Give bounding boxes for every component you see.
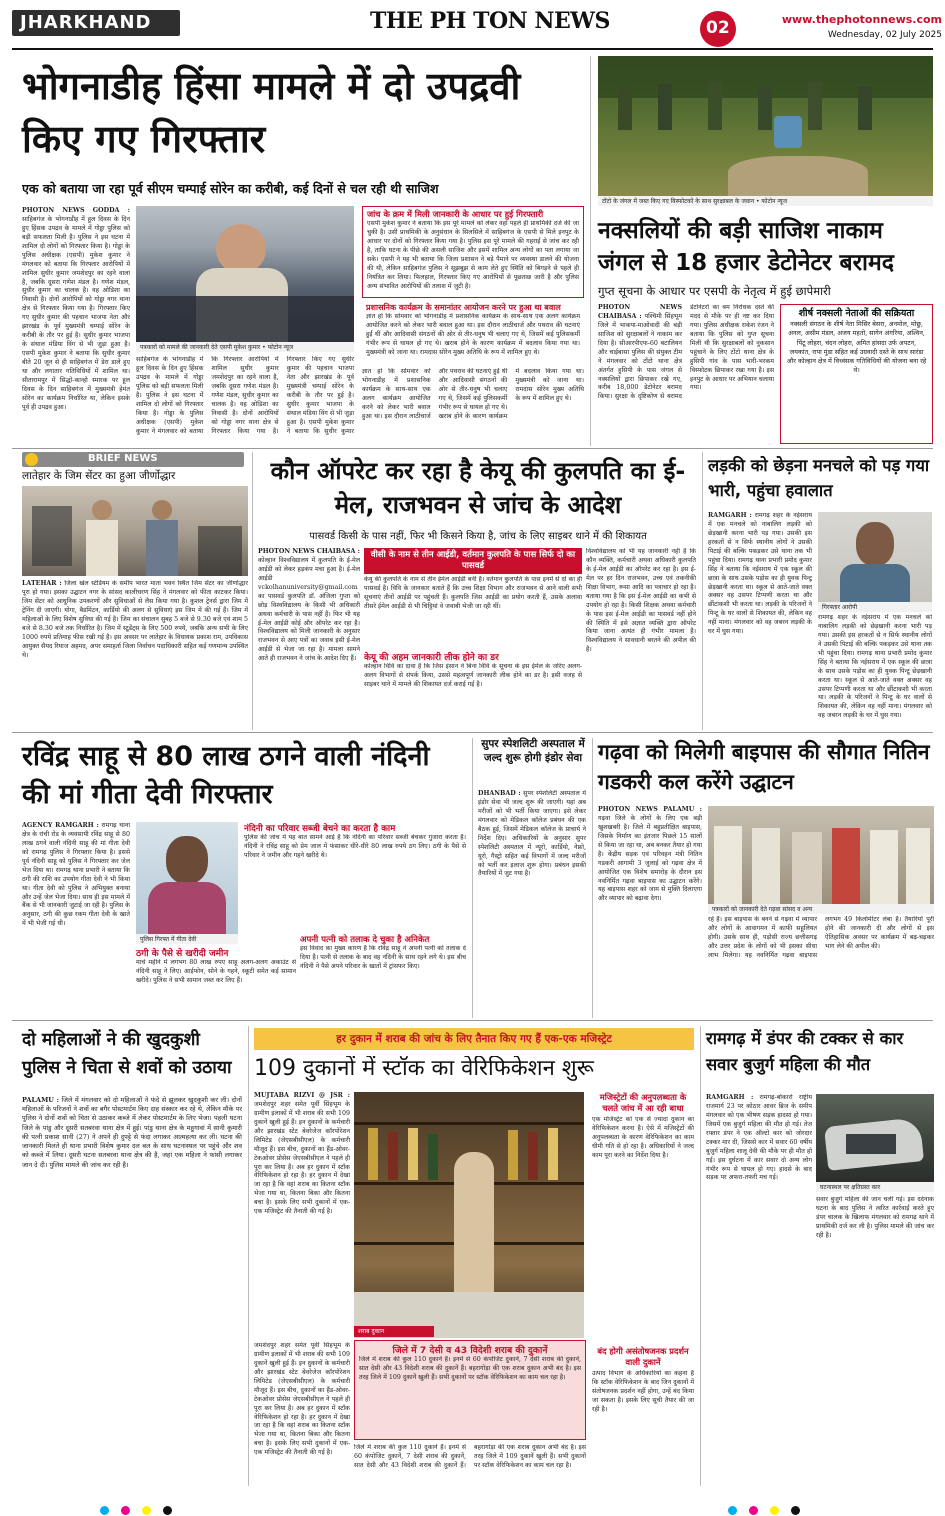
story4-photo [818,512,932,602]
story2-photo [598,56,933,196]
story1-box-title: जांच के क्रम में मिली जानकारी के आधार पर हुई गिरफ्तारी [367,209,544,219]
registration-dot-yellow [770,1506,779,1515]
story5-box2-body: मार्च महीने में लगभग 80 लाख रुपए साहू अलग-अलग अकाउंट से नंदिनी साहू ने लिए। आईफोन, सोने के गहने, स्कूटी समेत कई सामान खरीदे। पुलिस ने सभी सामान जब्त कर लिए हैं। [136,959,296,984]
story5-box [244,822,466,932]
story9-red-box-title: जिले में 7 देसी व 43 विदेशी शराब की दुकानें [392,1345,548,1356]
story1-photo-caption: पत्रकारों को मामले की जानकारी देते एसपी मुकेश कुमार • फोटोन न्यूज [136,342,354,352]
story3-headline: कौन ऑपरेट कर रहा है केयू की कुलपति का ई-मेल, राजभवन से जांच के आदेश [270,457,686,520]
divider-v5 [592,738,593,1018]
story1-box2 [362,300,584,366]
story5-headline: रविंद्र साहू से 80 लाख ठगने वाली नंदिनी की मां गीता देवी गिरफ्तार [22,741,430,810]
story2-box-title: शीर्ष नक्सली नेताओं की सक्रियता [798,308,915,319]
story7-photo-caption: पत्रकारों को जानकारी देते गढ़वा सांसद व अन्य [708,904,934,914]
story5-body: AGENCY RAMGARH : रामगढ़ थाना क्षेत्र के रांची रोड के व्यवसायी रविंद्र साहू से 80 लाख ठगने वाली नंदिनी साहू की मां गीता देवी को रामगढ़ पुलिस ने गिरफ्तार किया है। इससे पूर्व नंदिनी साहू को पुलिस ने गिरफ्तार कर जेल भेज दिया था। रामगढ़ थाना प्रभारी ने बताया कि ठगी की राशि का उपयोग गीता देवी ने भी किया था। गीता देवी को पुलिस ने अभियुक्त बनाया और उन्हें जेल भेजा दिया। साथ ही इस मामले में बैंक से भी जानकारी जुटाई जा रही है। पुलिस के अनुसार, ठगी की कुछ रकम गीता देवी के खाते में भी भेजी गई थी। [22,822,130,928]
section-label-text: JHARKHAND [20,12,152,33]
story4-body: RAMGARH : रामगढ़ शहर के नईसराय में एक मनचले को नाबालिग लड़की को छेड़खानी करना भारी पड़ गया। उसकी इस हरकतों से न सिर्फ स्थानीय लोगों ने उसकी पिटाई की बल्कि पकड़कर उसे थाना तक भी पहुंचा दिया। रामगढ़ थाना प्रभारी प्रमोद कुमार सिंह ने बताया कि नईसराय में एक स्कूल की छात्रा के साथ उसके पड़ोस का ही युवक पिन्टू छेड़खानी करता था। स्कूल से आते-जाते वक्त अक्सर वह उसपर टिप्पणी करता था और छींटाकशी भी करता था। लड़की के परिजनों ने पिन्टू के घर वालों से शिकायत की, लेकिन वह नहीं माना। मंगलवार को वह जबरन लड़की के घर में घुस गया। [708,512,812,636]
story10-headline: रामगढ़ में डंपर की टक्कर से कार सवार बुजुर्ग महिला की मौत [706,1029,904,1075]
page-number-badge [700,11,736,47]
story10-dateline: RAMGARH : [706,1094,754,1101]
story10-body: RAMGARH : रामगढ़-बोकारो राष्ट्रीय राजमार्ग 23 पर कोठार आवर ब्रिज के समीप मंगलवार को एक भीषण सड़क हादसा हो गया। जिसमें एक बुजुर्ग महिला की मौत हो गई। तेज रफ्तार डंपर ने एक ऑल्टो कार को जोरदार टक्कर मार दी, जिससे कार में सवार 60 वर्षीय बुजुर्ग महिला शालू देवी की मौके पर ही मौत हो गई। इस दुर्घटना में कार सवार दो अन्य लोग गंभीर रूप से घायल हो गए। हादसे के बाद सड़क पर अफरा-तफरी मच गई। [706,1094,812,1182]
story2-dateline: PHOTON NEWS CHAIBASA : [598,304,682,320]
story9-banner-text: हर दुकान में शराब की जांच के लिए तैनात किए गए हैं एक-एक मजिस्ट्रेट [336,1033,612,1045]
story7-headline: गढ़वा को मिलेगी बाइपास की सौगात नितिन गडकरी कल करेंगे उद्घाटन [598,740,930,794]
brief-news-body: LATEHAR : जिला खेल स्टेडियम के समीप भारत माता भवन स्थित जिम सेंटर का जीर्णोद्धार पूरा हो गया। इसका उद्घाटन नगर के सांसद कालीचरण सिंह ने मंगलवार को फीता काटकर किया। जिम सेंटर को आधुनिक उपकरणों और सुविधाओं से लैस किया गया है। कुशल ट्रेनर्स द्वारा जिम में ट्रेनिंग दी जाएगी। योगा, बैडमिंटन, कार्डियो की अलग से सुविधाएं इस जिम में की गई हैं। जिम में महिलाओं के लिए विशेष सुविधा की गई है। जिम का संचालन सुबह 5 बजे से 9.30 बजे एवं शाम 5 बजे से 8.30 बजे तक निर्धारित है। जिम में स्टूडेंट्स के लिए 500 रुपये, जबकि अन्य सभी के लिए 1000 रुपये प्रतिमाह फीस रखी गई है। इस अवसर पर लातेहार के विधायक प्रकाश राम, उपविकास आयुक्त सैयद रियाज अहमद, अपर समाहर्ता जिला निर्वाचन पदाधिकारी सहित कई गणमान्य उपस्थित थे। [22,580,248,659]
page-number: 02 [706,18,730,38]
story1-body-cont: साहिबगंज के भोगनाडीह में हूल दिवस के दिन हुए हिंसक उपद्रव के मामले में गोड्डा पुलिस को बड़ी सफलता मिली है। पुलिस ने इस घटना में शामिल दो लोगों को गिरफ्तार किया है। गोड्डा के पुलिस अधीक्षक (एसपी) मुकेश कुमार ने मंगलवार को बताया कि गिरफ्तार आरोपियों में शामिल सुधीर कुमार जमशेदपुर का रहने वाला है, जबकि दूसरा गणेश मंडल है। गणेश मंडल, सुधीर कुमार का चालक है। वह ओडिशा का निवासी है। दोनों आरोपियों को गोड्डा नगर थाना क्षेत्र से गिरफ्तार किया गया है। गिरफ्तार किए गए सुधीर कुमार की पहचान भाजपा नेता और झारखंड के पूर्व मुख्यमंत्री चम्पाई सोरेन के करीबी के तौर पर हुई है। सुधीर कुमार भाजपा के संथाल मंडिया विंग से भी जुड़ा हुआ है। एसपी मुकेश कुमार ने बताया कि सुधीर कुमार [136,356,354,435]
story8-headline: दो महिलाओं ने की खुदकुशी पुलिस ने चिता से शवों को उठाया [22,1030,232,1078]
story5-box-body: पुलिस की जांच में यह बात सामने आई है कि नंदिनी का परिवार सब्जी बेचकर गुजारा करता है। नंदिनी ने रविंद्र साहू को प्रेम जाल में फंसाकर धीरे-धीरे 80 लाख रुपये ठग लिए। ठगी के पैसे से परिवार ने जमीन और गहने खरीदे थे। [244,834,466,859]
story4-dateline: RAMGARH : [708,512,752,519]
section-label [12,10,180,36]
story3-box2-body: कोल्हान विवि का दावा है कि जिस इंसान ने बिना विवि के सूचना के इस ईमेल के जरिए अलग-अलग विभागों से संपर्क किया, उससे महत्वपूर्ण जानकारी लीक होने का डर है। इसी वजह से साइबर थाने में मामले की शिकायत दर्ज कराई गई है। [364,663,582,688]
story9-box [592,1092,694,1242]
story5-photo-caption: पुलिस गिरफ्त में गीता देवी [136,934,238,944]
story9-headline: 109 दुकानों में स्टॉक का वेरिफिकेशन शुरू [254,1056,594,1081]
story3-dateline: PHOTON NEWS CHAIBASA : [258,548,360,555]
website[interactable]: www.thephotonnews.com [781,13,942,26]
story1-body-text: साहिबगंज के भोगनाडीह में हूल दिवस के दिन हुए हिंसक उपद्रव के मामले में गोड्डा पुलिस को बड़ी सफलता मिली है। पुलिस ने इस घटना में शामिल दो लोगों को गिरफ्तार किया है। गोड्डा के पुलिस अधीक्षक (एसपी) मुकेश कुमार ने मंगलवार को बताया कि गिरफ्तार आरोपियों में शामिल सुधीर कुमार जमशेदपुर का रहने वाला है, जबकि दूसरा गणेश मंडल है। गणेश मंडल, सुधीर कुमार का चालक है। वह ओडिशा का निवासी है। दोनों आरोपियों को गोड्डा नगर थाना क्षेत्र से गिरफ्तार किया गया है। गिरफ्तार किए गए सुधीर कुमार की पहचान भाजपा नेता और झारखंड के पूर्व मुख्यमंत्री चम्पाई सोरेन के करीबी के तौर पर हुई है। सुधीर कुमार भाजपा के संथाल मंडिया विंग से भी जुड़ा हुआ है। एसपी मुकेश कुमार ने बताया कि सुधीर कुमार बीते 20 जून से ही साहिबगंज में डेरा डाले हुए था और लगातार गतिविधियों में शामिल था। सीतारामपुर में सिद्धो-कान्हो स्मारक पर हूल दिवस के दिन साहिबगंज में मुख्यमंत्री हेमंत सोरेन का कार्यक्रम निर्धारित था, लेकिन इसके पूर्व ही उपद्रव हुआ। [22,215,130,411]
story9-box-title: मजिस्ट्रेटों की अनुपलब्धता के चलते जांच में आ रही बाधा [599,1092,687,1114]
divider-h2 [12,732,933,733]
story1-body [22,207,130,443]
story2-box-body: नक्सली संगठन के शीर्ष नेता मिसिर बेसरा, अनमोल, मोछु, अनल, असीम मंडल, अजय महतो, सागेन अंगरिया, अश्विन, पिंटू लोहरा, चंदन लोहरा, अमित हांसदा उर्फ अपटन, जयकांत, रापा मुंडा सहित कई उग्रवादी दस्ते के साथ सारंडा और कोल्हान क्षेत्र में विध्वंसक गतिविधियों की योजना बना रहे थे। [786,320,927,374]
story8-dateline: PALAMU : [22,1096,60,1104]
story1-box2-cont: ज्ञात हो कि सोमवार को भोगनाडीह में प्रशासनिक कार्यक्रम के साथ-साथ एक अलग कार्यक्रम आयोजित करने को लेकर भारी बवाल हुआ था। इस दौरान लाठीचार्ज और पथराव की घटनाएं हुईं थीं और आदिवासी संगठनों की ओर से तीर-धनुष भी चलाए गए थे, जिसमें कई पुलिसकर्मी गंभीर रूप से घायल हो गए थे। खराब होने के कारण कार्यक्रम में बदलाव किया गया था। मुख्यमंत्री को जाना था। रामदास सोरेन मुख्य अतिथि के रूप में शामिल हुए थे। [362,368,584,420]
story2-photo-caption: टोंटो के जंगल में जब्त किए गए विस्फोटकों के साथ सुरक्षाबल के जवान • फोटोन न्यूज [598,196,933,206]
story7-body2: रहे हैं। इस बाइपास के बनने से गढ़वा में व्यापार और लोगों के आवागमन में काफी सहूलियत होगी। उसके साथ ही, पड़ोसी राज्य छत्तीसगढ़ और उत्तर प्रदेश के लोगों को भी इसका सीधा लाभ मिलेगा। यह नवनिर्मित गढ़वा बाइपास लगभग 49 किलोमीटर लंबा है। तैयारियों पूरी होने की जानकारी दी और लोगों से इस ऐतिहासिक अवसर पर कार्यक्रम में बढ़-चढ़कर भाग लेने की अपील की। [708,916,934,959]
story3-subhead: पासवर्ड किसी के पास नहीं, फिर भी किसने किया है, जांच के लिए साइबर थाने में की शिकायत [309,531,647,542]
story5-box3-title: अपनी पत्नी को तलाक दे चुका है अनिकेत [300,935,430,945]
issue-date: Wednesday, 02 July 2025 [827,30,942,40]
story10-body2: सवार बुजुर्ग महिला की जान चली गई। इस दर्दनाक घटना के बाद पुलिस ने त्वरित कार्रवाई करते हुए डंपर चालक के खिलाफ मंगलवार को रामगढ़ थाने में प्राथमिकी दर्ज कर ली है। पुलिस मामले की जांच कर रही है। [816,1196,934,1239]
divider-v3 [702,452,703,730]
story1-photo [136,206,354,342]
registration-dot-black [163,1506,172,1515]
divider-v2 [252,452,253,730]
brief-news-label: BRIEF NEWS [88,453,158,464]
story3-box-body: केयू की कुलपति के नाम से तीन ईमेल आईडी बनी है। वर्तमान कुलपति के पास इनमें से दो का ही पासवर्ड है। विवि के जानकार बताते हैं कि उच्च शिक्षा विभाग और राजभवन से आने वाली सभी सूचनाएं तीनों आईडी पर पहुंचती हैं। कुलपति जिस आईडी का प्रयोग करती हैं, उसके अलावा तीसरे ईमेल आईडी से भी चिट्ठियां वे जवाबी भेजी जा रही थीं। [364,576,582,610]
story5-box2 [136,946,296,1014]
story9-body: MUJTABA RIZVI @ JSR : जमशेदपुर शहर समेत पूर्वी सिंहभूम के ग्रामीण इलाकों में भी शराब की सभी 109 दुकानें खुली हुई हैं। इन दुकानों के कर्मचारी और झारखंड स्टेट बेवरेजेज कॉरपोरेशन लिमिटेड (जेएसबीसीएल) के कर्मचारी मौजूद हैं। इस बीच, दुकानों का हैंड-ओवर-टेकओवर प्रोसेस जेएसबीसीएल ने पहले ही पूरा कर लिया है। अब हर दुकान में स्टॉक वेरिफिकेशन हो रहा है। हर दुकान में देखा जा रहा है कि वहां शराब का कितना स्टॉक भेजा गया था, कितना बिका और कितना बचा है। इसके लिए सभी दुकानों में एक-एक मजिस्ट्रेट की तैनाती की गई है। [254,1092,350,1216]
registration-dot-yellow [142,1506,151,1515]
print-registration-dots-left [100,1500,220,1512]
story9-dateline: MUJTABA RIZVI @ JSR : [254,1092,350,1099]
story1-dateline: PHOTON NEWS GODDA : [22,207,130,214]
story7-photo [708,806,934,904]
story3-body2: विश्वविद्यालय को भी यह जानकारी नहीं है कि कौन व्यक्ति, कर्मचारी अथवा अधिकारी कुलपति के ई-मेल आईडी का ऑपरेट कर रहा है। इस ई-मेल पर हर दिन राजभवन, उच्च एवं तकनीकी शिक्षा विभाग, रूसा आदि का पत्राचार हो रहा है। बताया गया है कि इस ई-मेल आईडी का कभी से उपयोग हो रहा है। किसी शिक्षक अथवा कर्मचारी के पास इस ई-मेल आईडी का पासवर्ड नहीं होने की स्थिति में इसे अज्ञात व्यक्ति द्वारा ऑपरेट किया जाना अत्यंत ही गंभीर मामला है। विश्वविद्यालय ने सावधानी बरतने की अपील की है। [586,548,696,654]
story3-box [364,548,582,648]
story9-photo [354,1092,584,1338]
divider-h3 [12,1020,933,1021]
story8-body: PALAMU : जिले में मंगलवार को दो महिलाओं ने फंदे से झूलकर खुदकुशी कर ली। दोनों महिलाओं के परिजनों ने शवों का बगैर पोस्टमार्टम किए दाह संस्कार कर रहे थे, लेकिन मौके पर पुलिस ने दोनों शवों को चिता से उठाकर कब्जे में लेकर पोस्टमार्टम के लिए भेजा। पहली घटना जिले के पांडु और दूसरी सतबरवा थाना क्षेत्र में हुई। पांडु थाना क्षेत्र के महुगावां में सानी कुमारी की पत्नी प्रकाश सानी (27) ने अपने ही दुपट्टे से फंदा लगाकर आत्महत्या कर ली। घटना की जानकारी मिलते ही थाना प्रभारी विशेष कुमार दल बल के साथ घटनास्थल पर पहुंचे और शव को कब्जे में लिया। दूसरी घटना सतबरवा थाना क्षेत्र की है, जहां एक महिला ने फांसी लगाकर जान दे दी। पुलिस मामले की जांच कर रही है। [22,1096,242,1169]
story1-box2-body: ज्ञात हो कि सोमवार को भोगनाडीह में प्रशासनिक कार्यक्रम के साथ-साथ एक अलग कार्यक्रम आयोजित करने को लेकर भारी बवाल हुआ था। इस दौरान लाठीचार्ज और पथराव की घटनाएं हुईं थीं और आदिवासी संगठनों की ओर से तीर-धनुष भी चलाए गए थे, जिसमें कई पुलिसकर्मी गंभीर रूप से घायल हो गए थे। खराब होने के कारण कार्यक्रम में बदलाव किया गया था। मुख्यमंत्री को जाना था। रामदास सोरेन मुख्य अतिथि के रूप में शामिल हुए थे। [366,313,580,356]
story9-body-bottom2: जिले में शराब की कुल 110 दुकानें हैं। इनमें से 60 कंपोजिट दुकानें, 7 देसी शराब की दुकानें, सात देसी और 43 विदेशी शराब की दुकानें हैं। बहरागोड़ा की एक शराब दुकान अभी बंद है। इस तरह जिले में 109 दुकानें खुली हैं। सभी दुकानों पर स्टॉक वेरिफिकेशन का काम चल रहा है। [354,1444,586,1469]
registration-dot-cyan [100,1506,109,1515]
story7-body: PHOTON NEWS PALAMU : गढ़वा जिले के लोगों के लिए एक बड़ी खुशखबरी है। जिले में बहुप्रतीक्षित बाइपास, जिसके निर्माण का इंतजार पिछले 15 सालों से किया जा रहा था, अब बनकर तैयार हो गया है। केंद्रीय सड़क एवं परिवहन मंत्री नितिन गडकरी आगामी 3 जुलाई को गढ़वा क्षेत्र में आयोजित एक विशेष समारोह के दौरान इस नवनिर्मित गढ़वा बाइपास का उद्घाटन करेंगे। यह बाइपास शहर को जाम से मुक्ति दिलाएगा और व्यापार को बढ़ावा देगा। [598,806,702,903]
registration-dot-magenta [121,1506,130,1515]
story4-body-cont: रामगढ़ शहर के नईसराय में एक मनचले को नाबालिग लड़की को छेड़खानी करना भारी पड़ गया। उसकी इस हरकतों से न सिर्फ स्थानीय लोगों ने उसकी पिटाई की बल्कि पकड़कर उसे थाना तक भी पहुंचा दिया। रामगढ़ थाना प्रभारी प्रमोद कुमार सिंह ने बताया कि नईसराय में एक स्कूल की छात्रा के साथ उसके पड़ोस का ही युवक पिन्टू छेड़खानी करता था। स्कूल से आते-जाते वक्त अक्सर वह उसपर टिप्पणी करता था और छींटाकशी भी करता था। लड़की के परिजनों ने पिन्टू के घर वालों से शिकायत की, लेकिन वह नहीं माना। मंगलवार को वह जबरन लड़की के घर में घुस गया। [818,614,932,720]
story9-banner [254,1028,694,1050]
brief-news-dateline: LATEHAR : [22,580,62,587]
header-rule [12,48,933,50]
story7-dateline: PHOTON NEWS PALAMU : [598,806,702,813]
paper-name: THE PH TON NEWS [370,8,610,34]
story9-box2 [592,1346,694,1482]
story6-headline: सुपर स्पेशलिटी अस्पताल में जल्द शुरू होगी इंडोर सेवा [481,738,585,764]
story1-box2-title: प्रशासनिक कार्यक्रम के समानांतर आयोजन करने पर हुआ था बवाल [366,303,561,312]
story3-box-title: वीसी के नाम से तीन आईडी, वर्तमान कुलपति के पास सिर्फ दो का पासवर्ड [364,548,582,574]
story1-box-body: एसपी मुकेश कुमार ने बताया कि इस पूरे मामले को लेकर वहां पहले ही प्राथमिकी दर्ज की जा चुकी है। उसी प्राथमिकी के अनुसंधान के सिलसिले में साहिबगंज के एसपी से मिले इनपुट के आधार पर दोनों को गिरफ्तार किया गया है। पुलिस इस पूरे मामले की गहराई से जांच कर रही है, ताकि घटना के पीछे की असली साजिश और इसमें शामिल अन्य लोगों का पता लगाया जा सके। एसपी ने यह भी बताया कि जिला प्रशासन ने बड़े पैमाने पर व्यवस्था डालने की योजना की थी, लेकिन साहिबगंज पुलिस ने सूझबूझ से काम लेते हुए स्थिति को बिगड़ने से पहले ही नियंत्रित कर लिया। फिलहाल, गिरफ्तार किए गए आरोपियों से पूछताछ जारी है और पुलिस अन्य संभावित आरोपियों की तलाश में जुटी है। [367,220,579,290]
story3-box2 [364,650,582,728]
story9-red-box-body: जिले में शराब की कुल 110 दुकानें हैं। इनमें से 60 कंपोजिट दुकानें, 7 देसी शराब की दुकानें, सात देसी और 43 विदेशी शराब की दुकानें हैं। बहरागोड़ा की एक शराब दुकान अभी बंद है। इस तरह जिले में 109 दुकानें खुली हैं। सभी दुकानों पर स्टॉक वेरिफिकेशन का काम चल रहा है। [359,1356,581,1381]
story5-box3 [300,934,466,1014]
divider-v6 [248,1026,249,1486]
story2-subhead: गुप्त सूचना के आधार पर एसपी के नेतृत्व में हुई छापेमारी [598,284,831,298]
brief-news-photo [22,486,248,576]
story9-box2-title: बंद होगी असंतोषजनक प्रदर्शन वाली दुकानें [597,1346,689,1368]
masthead [0,0,945,46]
divider-h1 [12,448,933,449]
story1-subhead: एक को बताया जा रहा पूर्व सीएम चम्पाई सोरेन का करीबी, कई दिनों से चल रही थी साजिश [22,181,439,196]
story10-photo-caption: घटनास्थल पर क्षतिग्रस्त कार [816,1182,934,1192]
registration-dot-magenta [749,1506,758,1515]
story5-box2-title: ठगी के पैसे से खरीदी जमीन [136,949,229,959]
brief-news-label-bar [22,452,244,467]
story2-headline: नक्सलियों की बड़ी साजिश नाकाम जंगल से 18 हजार डेटोनेटर बरामद [598,218,894,276]
registration-dot-cyan [728,1506,737,1515]
story9-box2-body: उत्पाद विभाग के अधिकारियों का कहना है कि स्टॉक वेरिफिकेशन के बाद जिन दुकानों में संतोषजनक प्रदर्शन नहीं होगा, उन्हें बंद किया जा सकता है। इसके लिए सूची तैयार की जा रही है। [592,1370,694,1414]
divider-v7 [700,1026,701,1486]
divider-v1 [590,56,591,446]
story2-body: PHOTON NEWS CHAIBASA : पश्चिमी सिंहभूम जिले में भाकपा-माओवादी की बड़ी साजिश को सुरक्षाबलों ने नाकाम कर दिया है। सीआरपीएफ-60 बटालियन और चाईबासा पुलिस की संयुक्त टीम ने मंगलवार को टोंटो थाना क्षेत्र अंतर्गत हुसिपी के पास जंगल से नक्सलियों द्वारा छिपाकर रखे गए, करीब 18,000 डेटोनेटर बरामद किया। सुरक्षा के दृष्टिकोण से बरामद डेटोनेटरों का बम निरोधक दस्ते की मदद से मौके पर ही नष्ट कर दिया गया। पुलिस अधीक्षक राकेश रंजन ने बताया कि पुलिस को गुप्त सूचना मिली थी कि सुरक्षाबलों को नुकसान पहुंचाने के लिए टोंटो थाना क्षेत्र के हुसिपी गांव के पास भारी-भरकम विस्फोटक छिपाकर रखा गया है। इस इनपुट के आधार पर अभियान चलाया गया। [598,304,774,401]
story5-box-title: नंदिनी का परिवार सब्जी बेचने का करता है काम [244,824,396,834]
registration-dot-black [791,1506,800,1515]
print-registration-dots-right [728,1500,848,1512]
story9-body-bottom: जमशेदपुर शहर समेत पूर्वी सिंहभूम के ग्रामीण इलाकों में भी शराब की सभी 109 दुकानें खुली हुई हैं। इन दुकानों के कर्मचारी और झारखंड स्टेट बेवरेजेज कॉरपोरेशन लिमिटेड (जेएसबीसीएल) के कर्मचारी मौजूद हैं। इस बीच, दुकानों का हैंड-ओवर-टेकओवर प्रोसेस जेएसबीसीएल ने पहले ही पूरा कर लिया है। अब हर दुकान में स्टॉक वेरिफिकेशन हो रहा है। हर दुकान में देखा जा रहा है कि वहां शराब का कितना स्टॉक भेजा गया था, कितना बिका और कितना बचा है। इसके लिए सभी दुकानों में एक-एक मजिस्ट्रेट की तैनाती की गई है। [254,1342,350,1457]
story5-photo [136,822,238,934]
story2-box [780,304,933,444]
story9-box-body: एक मजिस्ट्रेट को एक से ज्यादा दुकान का वेरिफिकेशन करना है। ऐसे में मजिस्ट्रेटों की अनुपलब्धता के कारण वेरिफिकेशन का काम धीमी गति से हो रहा है। अधिकारियों ने जल्द काम पूरा करने का निर्देश दिया है। [592,1116,694,1160]
story10-photo [816,1094,934,1182]
story9-red-box [354,1340,586,1440]
story6-dateline: DHANBAD : [478,790,521,797]
story3-box2-title: केयू की अहम जानकारी लीक होने का डर [364,653,499,663]
brief-news-icon [25,453,38,466]
story1-headline: भोगनाडीह हिंसा मामले में दो उपद्रवी किए गए गिरफ्तार [22,64,521,162]
story3-body: PHOTON NEWS CHAIBASA : कोल्हान विश्वविद्यालय में कुलपति के ई-मेल आईडी को लेकर हड़कंप मचा हुआ है। ई-मेल आईडी vckolhanuniversity@gmail.com का पासवर्ड कुलपति डॉ. अंजिला गुप्ता को छोड़ विश्वविद्यालय के किसी भी अधिकारी अथवा कर्मचारी के पास नहीं है। फिर भी यह ई-मेल आईडी कोई और ऑपरेट कर रहा है। विश्वविद्यालय को मिली जानकारी के अनुसार राजभवन से आए पत्रों का जवाब इसी ई-मेल आईडी से भेजा जा रहा है। मामला सामने आते ही राजभवन ने जांच के आदेश दिए हैं। [258,548,360,663]
story9-photo-caption: शराब दुकान [354,1326,434,1337]
story5-dateline: AGENCY RAMGARH : [22,822,99,829]
brief-news-headline: लातेहार के जिम सेंटर का हुआ जीर्णोद्धार [22,470,176,482]
story4-photo-caption: गिरफ्तार आरोपी [818,602,932,612]
story5-box3-body: इस विवाद का मुख्य कारण है कि रविंद्र साहू ने अपनी पत्नी को तलाक दे दिया है। पत्नी से तलाक के बाद वह नंदिनी के साथ रहने लगे थे। इस बीच नंदिनी ने पैसे अपने परिवार के खातों में ट्रांसफर किए। [300,945,466,970]
story4-headline: लड़की को छेड़ना मनचले को पड़ गया भारी, पहुंचा हवालात [708,456,930,500]
story6-body: DHANBAD : सुपर स्पेशलिटी अस्पताल में इंडोर सेवा भी जल्द शुरू की जाएगी। यहां अब मरीजों को भी भर्ती किया जाएगा। इसे लेकर मंगलवार को मेडिकल कॉलेज प्रबंधन की एक बैठक हुई, जिसमें मेडिकल कॉलेज के प्राचार्य ने निर्देश दिए। अधिकारियों के अनुसार सुपर स्पेशलिटी अस्पताल में न्यूरो, कार्डियो, नेफ्रो, यूरो, गैस्ट्रो सहित कई विभागों में जल्द मरीजों को भर्ती कर इलाज शुरू होगा। प्रबंधन इसकी तैयारियों में जुट गया है। [478,790,586,878]
story1-box [362,206,584,298]
divider-v4 [472,738,473,1018]
